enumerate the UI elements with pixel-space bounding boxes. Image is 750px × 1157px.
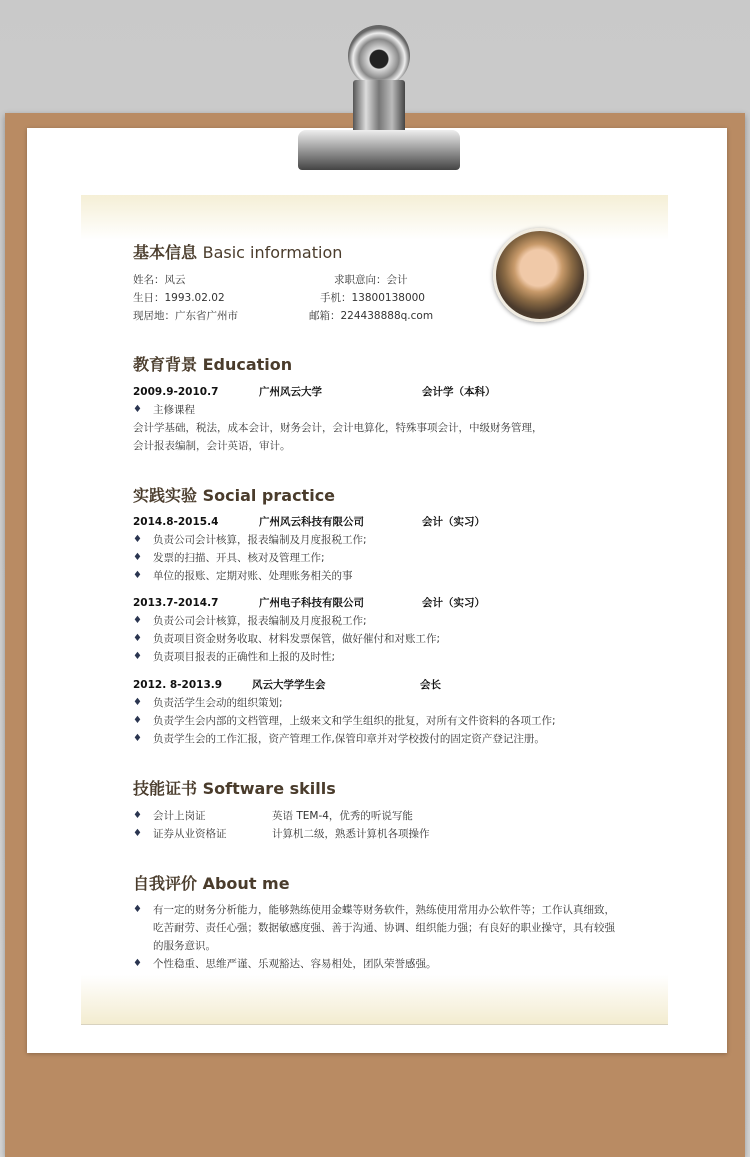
email-field: 邮箱：224438888q.com xyxy=(309,310,434,322)
practice-item: 负责项目资金财务收取、材料发票保管，做好催付和对账工作; xyxy=(153,633,441,645)
diamond-bullet-icon: ♦ xyxy=(133,697,142,708)
skill-cert: 会计上岗证 xyxy=(153,810,206,822)
skill-desc: 英语 TEM-4，优秀的听说写能 xyxy=(272,810,413,822)
practice-item: 单位的报账、定期对账、处理账务相关的事 xyxy=(153,570,353,582)
practice-role: 会计（实习） xyxy=(422,597,485,609)
diamond-bullet-icon: ♦ xyxy=(133,958,142,969)
section-title-practice: 实践实验 Social practice xyxy=(133,486,336,505)
edu-major: 会计学（本科） xyxy=(422,386,496,398)
practice-date: 2012. 8-2013.9 xyxy=(133,679,223,691)
skill-cert: 证券从业资格证 xyxy=(153,828,227,840)
practice-item: 负责活学生会动的组织策划; xyxy=(153,697,283,709)
avatar-photo xyxy=(493,228,587,322)
diamond-bullet-icon: ♦ xyxy=(133,715,142,726)
diamond-bullet-icon: ♦ xyxy=(133,828,142,839)
about-line: 个性稳重、思维严谨、乐观豁达、容易相处，团队荣誉感强。 xyxy=(153,958,437,970)
edu-bullet: 主修课程 xyxy=(153,404,195,416)
diamond-bullet-icon: ♦ xyxy=(133,651,142,662)
diamond-bullet-icon: ♦ xyxy=(133,534,142,545)
practice-item: 负责学生会内部的文档管理，上级来文和学生组织的批复，对所有文件资料的各项工作; xyxy=(153,715,556,727)
practice-date: 2013.7-2014.7 xyxy=(133,597,219,609)
diamond-bullet-icon: ♦ xyxy=(133,733,142,744)
section-title-basic: 基本信息 Basic information xyxy=(133,243,343,262)
about-line: 的服务意识。 xyxy=(153,940,216,952)
edu-date: 2009.9-2010.7 xyxy=(133,386,219,398)
diamond-bullet-icon: ♦ xyxy=(133,570,142,581)
diamond-bullet-icon: ♦ xyxy=(133,810,142,821)
phone-field: 手机：13800138000 xyxy=(320,292,425,304)
address-field: 现居地：广东省广州市 xyxy=(133,310,238,322)
practice-item: 负责项目报表的正确性和上报的及时性; xyxy=(153,651,336,663)
diamond-bullet-icon: ♦ xyxy=(133,552,142,563)
about-line: 有一定的财务分析能力，能够熟练使用金蝶等财务软件，熟练使用常用办公软件等；工作认真细致， xyxy=(153,904,615,916)
section-title-skills: 技能证书 Software skills xyxy=(133,779,336,798)
name-field: 姓名：风云 xyxy=(133,274,186,286)
binder-clip-icon xyxy=(298,25,460,171)
about-line: 吃苦耐劳、责任心强；数据敏感度强、善于沟通、协调、组织能力强；有良好的职业操守，具有较强 xyxy=(153,922,615,934)
practice-date: 2014.8-2015.4 xyxy=(133,516,219,528)
skill-desc: 计算机二级，熟悉计算机各项操作 xyxy=(272,828,430,840)
diamond-bullet-icon: ♦ xyxy=(133,633,142,644)
practice-role: 会长 xyxy=(420,679,441,691)
diamond-bullet-icon: ♦ xyxy=(133,404,142,415)
diamond-bullet-icon: ♦ xyxy=(133,615,142,626)
edu-courses-line: 会计学基础，税法，成本会计，财务会计，会计电算化，特殊事项会计，中级财务管理， xyxy=(133,422,543,434)
practice-item: 负责学生会的工作汇报，资产管理工作,保管印章并对学校拨付的固定资产登记注册。 xyxy=(153,733,545,745)
intent-field: 求职意向：会计 xyxy=(334,274,408,286)
section-title-about: 自我评价 About me xyxy=(133,874,290,893)
birth-field: 生日：1993.02.02 xyxy=(133,292,225,304)
practice-org: 广州风云科技有限公司 xyxy=(259,516,364,528)
section-title-education: 教育背景 Education xyxy=(133,355,293,374)
practice-item: 负责公司会计核算，报表编制及月度报税工作; xyxy=(153,615,367,627)
edu-school: 广州风云大学 xyxy=(259,386,322,398)
diamond-bullet-icon: ♦ xyxy=(133,904,142,915)
edu-courses-line: 会计报表编制，会计英语，审计。 xyxy=(133,440,291,452)
practice-item: 负责公司会计核算，报表编制及月度报税工作; xyxy=(153,534,367,546)
practice-role: 会计（实习） xyxy=(422,516,485,528)
practice-item: 发票的扫描、开具、核对及管理工作; xyxy=(153,552,325,564)
practice-org: 风云大学学生会 xyxy=(252,679,326,691)
practice-org: 广州电子科技有限公司 xyxy=(259,597,364,609)
